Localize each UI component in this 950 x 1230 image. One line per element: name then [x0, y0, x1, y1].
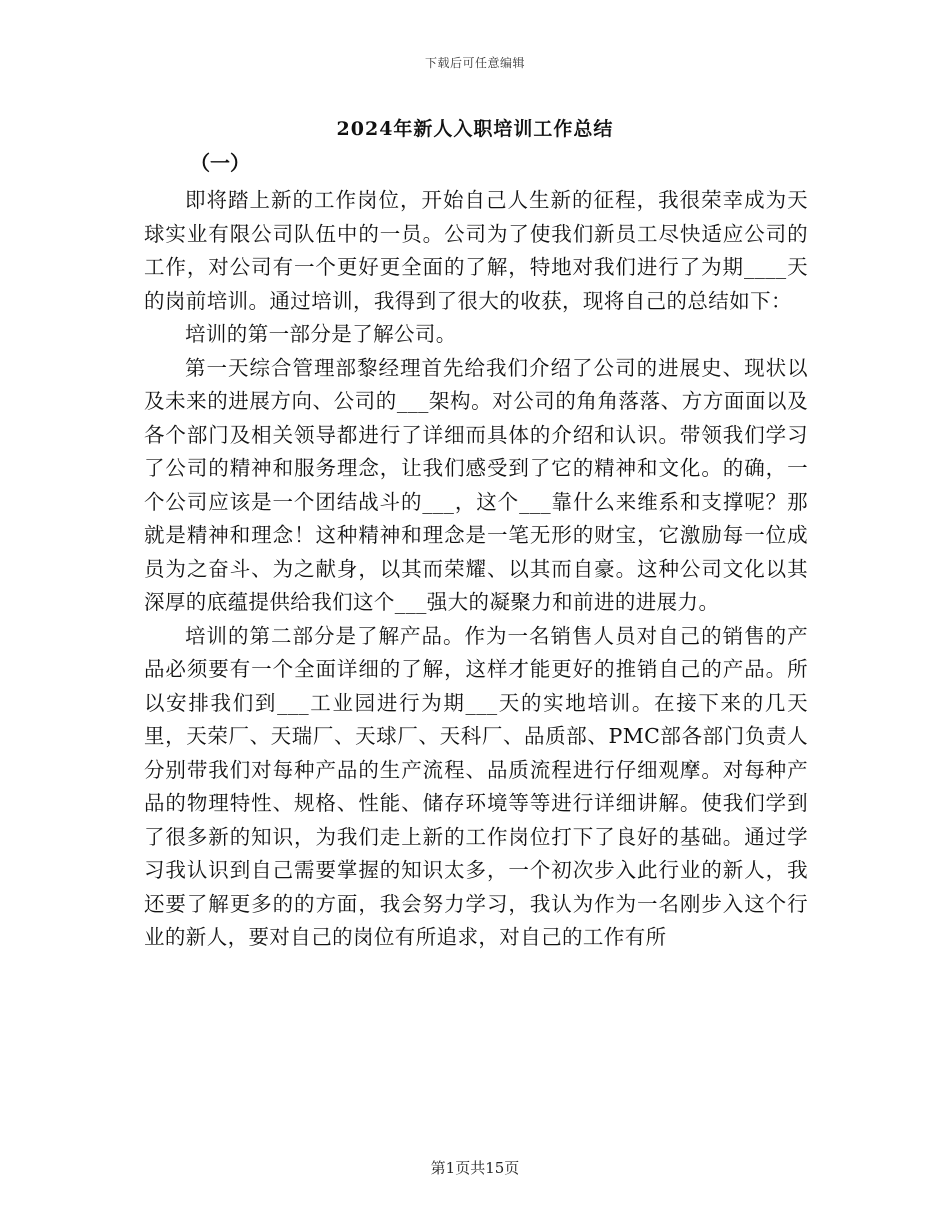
paragraph: 培训的第一部分是了解公司。: [185, 322, 457, 346]
document-title: 2024年新人入职培训工作总结: [336, 118, 614, 140]
section-label: （一）: [190, 151, 250, 175]
paragraph: 培训的第二部分是了解产品。作为一名销售人员对自己的销售的产品必须要有一个全面详细的了解，这样才能更好的推销自己的产品。所以安排我们到___工业园进行为期___天的实地培训。在接下来的几天里，天荣厂、天瑞厂、天球厂、天科厂、品质部、PMC部各部门负责人分别带我们对每种产品的生产流程、品质流程进行仔细观摩。对每种产品的物理特性、规格、性能、储存环境等等进行详细讲解。使我们学到了很多新的知识，为我们走上新的工作岗位打下了良好的基础。通过学习我认识到自己需要掌握的知识太多，一个初次步入此行业的新人，我还要了解更多的的方面，我会努力学习，我认为作为一名刚步入这个行业的新人，要对自己的岗位有所追求，对自己的工作有所: [144, 623, 808, 949]
paragraph: 即将踏上新的工作岗位，开始自己人生新的征程，我很荣幸成为天球实业有限公司队伍中的一员。公司为了使我们新员工尽快适应公司的工作，对公司有一个更好更全面的了解，特地对我们进行了为期____天的岗前培训。通过培训，我得到了很大的收获，现将自己的总结如下：: [144, 188, 808, 313]
document-body: [144, 184, 808, 955]
paragraph: 第一天综合管理部黎经理首先给我们介绍了公司的进展史、现状以及未来的进展方向、公司的___架构。对公司的角角落落、方方面面以及各个部门及相关领导都进行了详细而具体的介绍和认识。带领我们学习了公司的精神和服务理念，让我们感受到了它的精神和文化。的确，一个公司应该是一个团结战斗的___，这个___靠什么来维系和支撑呢？那就是精神和理念！这种精神和理念是一笔无形的财宝，它激励每一位成员为之奋斗、为之献身，以其而荣耀、以其而自豪。这种公司文化以其深厚的底蕴提供给我们这个___强大的凝聚力和前进的进展力。: [144, 355, 808, 614]
page-footer: 第1页共15页: [430, 1159, 520, 1177]
header-note: 下载后可任意编辑: [424, 56, 525, 70]
